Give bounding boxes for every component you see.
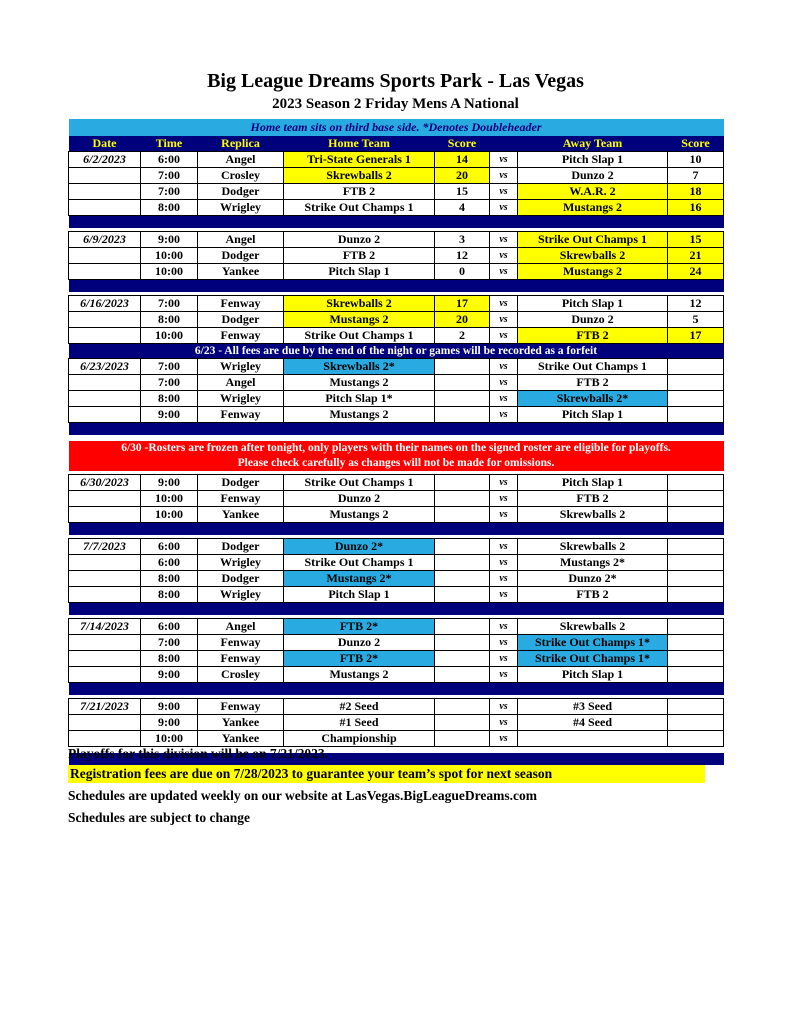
time-cell: 9:00 [141, 715, 198, 731]
vs-cell: vs [490, 359, 518, 375]
date-cell: 6/23/2023 [69, 359, 141, 375]
game-row [69, 232, 724, 248]
time-cell: 9:00 [141, 699, 198, 715]
vs-cell: vs [490, 619, 518, 635]
home-score-cell [435, 571, 490, 587]
page-title: Big League Dreams Sports Park - Las Vegas [207, 70, 584, 92]
home-team-cell: Championship [284, 731, 435, 747]
date-cell [69, 312, 141, 328]
away-team-cell: Strike Out Champs 1 [518, 232, 668, 248]
col-header-away-team: Away Team [518, 136, 668, 152]
home-team-cell: Strike Out Champs 1 [284, 328, 435, 344]
away-team-cell: Dunzo 2 [518, 312, 668, 328]
away-score-cell [668, 539, 724, 555]
time-cell: 6:00 [141, 619, 198, 635]
away-team-cell: Skrewballs 2 [518, 619, 668, 635]
header-row [69, 136, 724, 152]
replica-cell: Crosley [198, 168, 284, 184]
home-score-cell: 15 [435, 184, 490, 200]
time-cell: 10:00 [141, 248, 198, 264]
time-cell: 8:00 [141, 571, 198, 587]
time-cell: 6:00 [141, 539, 198, 555]
replica-cell: Angel [198, 619, 284, 635]
home-score-cell [435, 507, 490, 523]
away-score-cell [668, 555, 724, 571]
home-score-cell [435, 555, 490, 571]
away-score-cell: 5 [668, 312, 724, 328]
date-cell: 7/7/2023 [69, 539, 141, 555]
home-team-cell: Mustangs 2 [284, 507, 435, 523]
registration-fee-note: Registration fees are due on 7/28/2023 to guarantee your team’s spot for next season [68, 765, 705, 783]
playoffs-note: Playoffs for this division will be on 7/21/2023. [68, 746, 329, 761]
home-team-cell: Dunzo 2* [284, 539, 435, 555]
home-team-cell: FTB 2 [284, 248, 435, 264]
vs-cell: vs [490, 375, 518, 391]
col-header-time: Time [141, 136, 198, 152]
date-cell [69, 651, 141, 667]
fees-due-banner: 6/23 - All fees are due by the end of the night or games will be recorded as a forfeit [69, 344, 724, 359]
game-row [69, 296, 724, 312]
vs-cell: vs [490, 475, 518, 491]
vs-cell: vs [490, 491, 518, 507]
replica-cell: Dodger [198, 539, 284, 555]
time-cell: 9:00 [141, 667, 198, 683]
date-cell [69, 328, 141, 344]
time-cell: 10:00 [141, 507, 198, 523]
vs-cell: vs [490, 635, 518, 651]
away-score-cell: 16 [668, 200, 724, 216]
vs-cell: vs [490, 587, 518, 603]
vs-cell: vs [490, 200, 518, 216]
time-cell: 8:00 [141, 312, 198, 328]
subject-to-change-note: Schedules are subject to change [68, 810, 250, 825]
game-row [69, 539, 724, 555]
game-row [69, 375, 724, 391]
date-cell: 6/2/2023 [69, 152, 141, 168]
vs-cell: vs [490, 184, 518, 200]
home-score-cell [435, 475, 490, 491]
home-team-cell: Pitch Slap 1 [284, 587, 435, 603]
away-score-cell [668, 475, 724, 491]
footer [68, 745, 723, 827]
separator-band [69, 216, 724, 228]
away-score-cell [668, 391, 724, 407]
home-score-cell [435, 667, 490, 683]
home-score-cell [435, 491, 490, 507]
game-row [69, 507, 724, 523]
home-score-cell [435, 391, 490, 407]
away-score-cell [668, 699, 724, 715]
away-score-cell: 10 [668, 152, 724, 168]
time-cell: 9:00 [141, 232, 198, 248]
home-score-cell [435, 359, 490, 375]
schedule-body [69, 152, 724, 765]
time-cell: 7:00 [141, 635, 198, 651]
date-cell: 6/30/2023 [69, 475, 141, 491]
game-row [69, 312, 724, 328]
date-cell [69, 491, 141, 507]
vs-cell: vs [490, 507, 518, 523]
game-row [69, 571, 724, 587]
home-score-cell: 14 [435, 152, 490, 168]
home-team-cell: Skrewballs 2 [284, 296, 435, 312]
replica-cell: Yankee [198, 731, 284, 747]
game-row [69, 200, 724, 216]
away-score-cell [668, 375, 724, 391]
game-row [69, 184, 724, 200]
home-team-cell: Mustangs 2 [284, 312, 435, 328]
separator-band [69, 603, 724, 615]
away-team-cell: Pitch Slap 1 [518, 296, 668, 312]
away-score-cell [668, 571, 724, 587]
vs-cell: vs [490, 232, 518, 248]
home-score-cell [435, 619, 490, 635]
time-cell: 8:00 [141, 200, 198, 216]
away-team-cell: Skrewballs 2* [518, 391, 668, 407]
col-header-home-score: Score [435, 136, 490, 152]
date-cell [69, 375, 141, 391]
replica-cell: Wrigley [198, 200, 284, 216]
vs-cell: vs [490, 391, 518, 407]
home-score-cell: 12 [435, 248, 490, 264]
game-row [69, 491, 724, 507]
replica-cell: Fenway [198, 491, 284, 507]
game-row [69, 328, 724, 344]
replica-cell: Yankee [198, 264, 284, 280]
home-score-cell [435, 715, 490, 731]
away-team-cell: W.A.R. 2 [518, 184, 668, 200]
vs-cell: vs [490, 152, 518, 168]
date-cell: 7/21/2023 [69, 699, 141, 715]
vs-cell: vs [490, 328, 518, 344]
game-row [69, 152, 724, 168]
home-team-cell: Skrewballs 2 [284, 168, 435, 184]
date-cell [69, 667, 141, 683]
replica-cell: Fenway [198, 407, 284, 423]
game-row [69, 555, 724, 571]
away-score-cell [668, 667, 724, 683]
date-cell [69, 200, 141, 216]
col-header-replica: Replica [198, 136, 284, 152]
away-score-cell [668, 407, 724, 423]
home-score-cell [435, 539, 490, 555]
game-row [69, 359, 724, 375]
home-score-cell: 0 [435, 264, 490, 280]
home-team-cell: #2 Seed [284, 699, 435, 715]
replica-cell: Wrigley [198, 555, 284, 571]
away-team-cell: Dunzo 2 [518, 168, 668, 184]
home-team-cell: Strike Out Champs 1 [284, 475, 435, 491]
separator-band [69, 423, 724, 435]
separator-band [69, 683, 724, 695]
time-cell: 9:00 [141, 407, 198, 423]
vs-cell: vs [490, 248, 518, 264]
away-team-cell: Pitch Slap 1 [518, 152, 668, 168]
home-score-cell [435, 635, 490, 651]
date-cell [69, 587, 141, 603]
home-score-cell [435, 651, 490, 667]
home-team-cell: Dunzo 2 [284, 232, 435, 248]
away-team-cell: #4 Seed [518, 715, 668, 731]
game-row [69, 667, 724, 683]
replica-cell: Angel [198, 152, 284, 168]
home-team-cell: FTB 2* [284, 619, 435, 635]
home-team-cell: Mustangs 2* [284, 571, 435, 587]
home-team-cell: FTB 2* [284, 651, 435, 667]
home-team-cell: Dunzo 2 [284, 491, 435, 507]
home-team-cell: Strike Out Champs 1 [284, 555, 435, 571]
note-banner: Home team sits on third base side. *Denotes Doubleheader [69, 119, 724, 136]
game-row [69, 651, 724, 667]
away-score-cell [668, 587, 724, 603]
replica-cell: Dodger [198, 184, 284, 200]
game-row [69, 699, 724, 715]
roster-freeze-line: 6/30 -Rosters are frozen after tonight, only players with their names on the signed roster are eligible for playoffs. [121, 441, 671, 454]
time-cell: 10:00 [141, 491, 198, 507]
game-row [69, 715, 724, 731]
replica-cell: Crosley [198, 667, 284, 683]
date-cell [69, 184, 141, 200]
home-team-cell: Mustangs 2 [284, 667, 435, 683]
home-team-cell: #1 Seed [284, 715, 435, 731]
time-cell: 9:00 [141, 475, 198, 491]
home-score-cell: 2 [435, 328, 490, 344]
date-cell [69, 635, 141, 651]
replica-cell: Fenway [198, 296, 284, 312]
replica-cell: Wrigley [198, 391, 284, 407]
date-cell: 6/16/2023 [69, 296, 141, 312]
date-cell [69, 391, 141, 407]
time-cell: 10:00 [141, 731, 198, 747]
replica-cell: Fenway [198, 699, 284, 715]
game-row [69, 248, 724, 264]
date-cell [69, 507, 141, 523]
away-team-cell: FTB 2 [518, 587, 668, 603]
home-team-cell: FTB 2 [284, 184, 435, 200]
col-header-date: Date [69, 136, 141, 152]
away-team-cell: Pitch Slap 1 [518, 407, 668, 423]
time-cell: 7:00 [141, 296, 198, 312]
replica-cell: Angel [198, 232, 284, 248]
away-score-cell [668, 651, 724, 667]
home-team-cell: Pitch Slap 1* [284, 391, 435, 407]
game-row [69, 619, 724, 635]
replica-cell: Dodger [198, 248, 284, 264]
vs-cell: vs [490, 539, 518, 555]
vs-cell: vs [490, 731, 518, 747]
vs-cell: vs [490, 555, 518, 571]
date-cell: 6/9/2023 [69, 232, 141, 248]
date-cell [69, 555, 141, 571]
website-note: Schedules are updated weekly on our website at LasVegas.BigLeagueDreams.com [68, 788, 538, 803]
home-score-cell: 3 [435, 232, 490, 248]
home-score-cell: 20 [435, 168, 490, 184]
home-score-cell: 17 [435, 296, 490, 312]
vs-cell: vs [490, 296, 518, 312]
away-score-cell: 15 [668, 232, 724, 248]
away-team-cell: Mustangs 2 [518, 200, 668, 216]
away-score-cell: 12 [668, 296, 724, 312]
time-cell: 10:00 [141, 264, 198, 280]
game-row [69, 587, 724, 603]
vs-cell: vs [490, 667, 518, 683]
away-team-cell: Dunzo 2* [518, 571, 668, 587]
col-header-vs [490, 136, 518, 152]
roster-freeze-line: Please check carefully as changes will not be made for omissions. [237, 456, 555, 469]
home-team-cell: Mustangs 2 [284, 375, 435, 391]
home-score-cell [435, 375, 490, 391]
away-score-cell: 24 [668, 264, 724, 280]
separator-band [69, 523, 724, 535]
away-team-cell: Strike Out Champs 1* [518, 635, 668, 651]
time-cell: 7:00 [141, 184, 198, 200]
date-cell [69, 571, 141, 587]
away-score-cell [668, 507, 724, 523]
page-subtitle: 2023 Season 2 Friday Mens A National [272, 96, 519, 112]
away-team-cell: FTB 2 [518, 328, 668, 344]
game-row [69, 391, 724, 407]
away-team-cell: FTB 2 [518, 491, 668, 507]
away-score-cell [668, 619, 724, 635]
home-score-cell [435, 699, 490, 715]
replica-cell: Angel [198, 375, 284, 391]
vs-cell: vs [490, 715, 518, 731]
home-score-cell: 20 [435, 312, 490, 328]
home-team-cell: Mustangs 2 [284, 407, 435, 423]
home-score-cell [435, 407, 490, 423]
away-team-cell: Skrewballs 2 [518, 248, 668, 264]
date-cell [69, 168, 141, 184]
replica-cell: Wrigley [198, 359, 284, 375]
col-header-home-team: Home Team [284, 136, 435, 152]
replica-cell: Dodger [198, 312, 284, 328]
away-team-cell: Mustangs 2 [518, 264, 668, 280]
separator-band [69, 280, 724, 292]
replica-cell: Wrigley [198, 587, 284, 603]
away-team-cell: Strike Out Champs 1* [518, 651, 668, 667]
home-team-cell: Skrewballs 2* [284, 359, 435, 375]
replica-cell: Dodger [198, 475, 284, 491]
time-cell: 7:00 [141, 168, 198, 184]
replica-cell: Fenway [198, 328, 284, 344]
away-team-cell: Strike Out Champs 1 [518, 359, 668, 375]
away-score-cell [668, 491, 724, 507]
game-row [69, 407, 724, 423]
schedule-table [68, 119, 724, 765]
date-cell [69, 248, 141, 264]
date-cell [69, 407, 141, 423]
away-score-cell: 17 [668, 328, 724, 344]
home-team-cell: Strike Out Champs 1 [284, 200, 435, 216]
game-row [69, 168, 724, 184]
col-header-away-score: Score [668, 136, 724, 152]
roster-freeze-banner [69, 441, 724, 471]
date-cell [69, 264, 141, 280]
replica-cell: Fenway [198, 651, 284, 667]
date-cell [69, 715, 141, 731]
time-cell: 10:00 [141, 328, 198, 344]
vs-cell: vs [490, 699, 518, 715]
game-row [69, 264, 724, 280]
time-cell: 7:00 [141, 359, 198, 375]
time-cell: 6:00 [141, 555, 198, 571]
away-score-cell [668, 635, 724, 651]
home-team-cell: Tri-State Generals 1 [284, 152, 435, 168]
home-score-cell [435, 587, 490, 603]
replica-cell: Fenway [198, 635, 284, 651]
away-team-cell: Skrewballs 2 [518, 539, 668, 555]
vs-cell: vs [490, 264, 518, 280]
away-team-cell: Mustangs 2* [518, 555, 668, 571]
away-team-cell: FTB 2 [518, 375, 668, 391]
away-score-cell: 21 [668, 248, 724, 264]
away-score-cell: 18 [668, 184, 724, 200]
replica-cell: Yankee [198, 715, 284, 731]
away-team-cell: Skrewballs 2 [518, 507, 668, 523]
note-row [69, 119, 724, 136]
away-team-cell: Pitch Slap 1 [518, 475, 668, 491]
date-cell: 7/14/2023 [69, 619, 141, 635]
home-team-cell: Pitch Slap 1 [284, 264, 435, 280]
time-cell: 6:00 [141, 152, 198, 168]
time-cell: 8:00 [141, 391, 198, 407]
game-row [69, 475, 724, 491]
away-score-cell [668, 715, 724, 731]
home-team-cell: Dunzo 2 [284, 635, 435, 651]
home-score-cell: 4 [435, 200, 490, 216]
time-cell: 8:00 [141, 651, 198, 667]
vs-cell: vs [490, 168, 518, 184]
vs-cell: vs [490, 571, 518, 587]
game-row [69, 635, 724, 651]
time-cell: 7:00 [141, 375, 198, 391]
away-team-cell: Pitch Slap 1 [518, 667, 668, 683]
time-cell: 8:00 [141, 587, 198, 603]
replica-cell: Dodger [198, 571, 284, 587]
away-team-cell: #3 Seed [518, 699, 668, 715]
away-score-cell [668, 359, 724, 375]
replica-cell: Yankee [198, 507, 284, 523]
away-score-cell: 7 [668, 168, 724, 184]
vs-cell: vs [490, 407, 518, 423]
vs-cell: vs [490, 651, 518, 667]
vs-cell: vs [490, 312, 518, 328]
